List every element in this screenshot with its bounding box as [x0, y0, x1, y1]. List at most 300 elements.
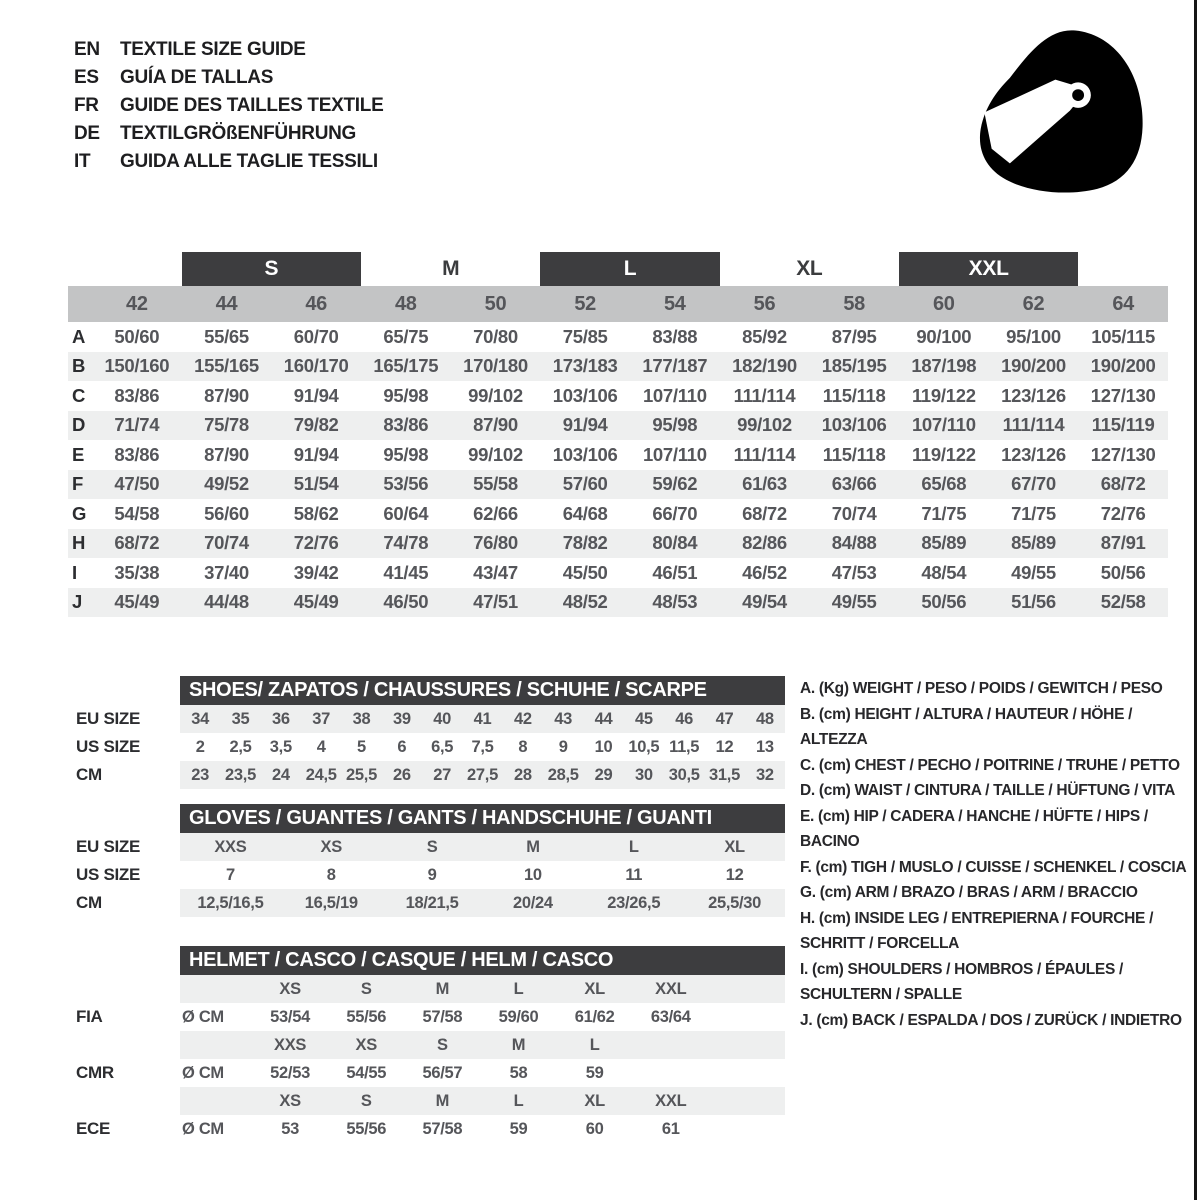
size-value: 190/200: [1090, 355, 1156, 377]
size-values: [180, 733, 785, 761]
measurement-row-b: [68, 352, 1168, 382]
size-value: 45/50: [562, 561, 608, 583]
row-label: B: [72, 355, 86, 377]
size-value: 105/115: [1091, 325, 1156, 347]
size-value: 51/54: [293, 473, 339, 495]
standard-label: CMR: [76, 1063, 114, 1082]
size-value: 46: [675, 709, 694, 728]
size-value: 61: [661, 1119, 680, 1138]
size-value: 50/56: [921, 591, 967, 613]
size-value: 55/56: [346, 1119, 387, 1138]
language-code: DE: [74, 123, 100, 144]
helmet-size-letter: S: [436, 1035, 448, 1054]
row-label: CM: [76, 765, 102, 784]
size-value: 99/102: [737, 414, 792, 436]
numeric-size: 52: [574, 292, 596, 315]
row-label: I: [72, 561, 77, 583]
size-value: 12: [715, 737, 734, 756]
legend-item: A. (Kg) WEIGHT / PESO / POIDS / GEWITCH / PESO: [800, 680, 1163, 697]
size-value: 91/94: [293, 443, 339, 465]
size-value: 58/62: [293, 502, 339, 524]
legend-item: E. (cm) HIP / CADERA / HANCHE / HÜFTE / HIPS / BACINO: [800, 807, 1148, 850]
size-value: 35: [231, 709, 250, 728]
page-edge-line: [1194, 0, 1197, 1200]
measurement-legend: [800, 676, 1192, 1033]
size-value: 115/118: [822, 384, 886, 406]
size-value: 75/78: [204, 414, 249, 436]
standard-label: FIA: [76, 1007, 103, 1026]
size-value: 42: [513, 709, 532, 728]
helmet-size-letter: M: [435, 979, 450, 998]
size-group-xl: XL: [796, 257, 823, 280]
language-row-de: [74, 120, 383, 148]
size-value: 115/119: [1091, 414, 1155, 436]
row-label: H: [72, 532, 86, 554]
size-value: 49/52: [204, 473, 249, 495]
size-value: 43/47: [473, 561, 518, 583]
size-value: 60/64: [383, 502, 429, 524]
size-value: 84/88: [831, 532, 877, 554]
size-value: 2: [195, 737, 205, 756]
size-value: 39/42: [293, 561, 339, 583]
size-values: [180, 833, 785, 861]
size-value: 47/51: [473, 591, 518, 613]
size-value: 9: [427, 865, 437, 884]
size-value: 56/57: [422, 1063, 463, 1082]
language-code: ES: [74, 67, 99, 88]
size-value: 56/60: [204, 502, 249, 524]
size-value: 76/80: [473, 532, 518, 554]
size-value: 70/74: [831, 502, 877, 524]
helmet-size-letter: S: [360, 979, 372, 998]
size-value: 11: [625, 865, 643, 884]
size-value: 25,5/30: [708, 893, 762, 912]
size-value: S: [426, 837, 438, 856]
size-value: 34: [191, 709, 210, 728]
gloves-size-table: [68, 804, 785, 917]
size-value: 13: [755, 737, 774, 756]
size-value: 61/62: [574, 1007, 615, 1026]
size-value: 49/55: [831, 591, 877, 613]
size-value: 45: [634, 709, 653, 728]
numeric-size: 48: [394, 292, 417, 315]
helmet-values-row-ece: [68, 1115, 785, 1143]
size-value: 59: [585, 1063, 604, 1082]
row-label: [68, 975, 180, 1003]
size-value: 23,5: [225, 765, 256, 784]
helmet-size-letters: [180, 1031, 785, 1059]
size-value: 4: [316, 737, 326, 756]
size-value: 70/74: [204, 532, 249, 554]
row-label: CM: [76, 893, 102, 912]
size-value: 18/21,5: [405, 893, 459, 912]
language-code: FR: [74, 95, 99, 116]
legend-item: D. (cm) WAIST / CINTURA / TAILLE / HÜFTUNG / VITA: [800, 782, 1176, 799]
helmet-size-table: [68, 946, 785, 1143]
numeric-size: 62: [1022, 292, 1045, 315]
size-value: 41: [473, 709, 492, 728]
size-value: 87/95: [831, 325, 877, 347]
size-value: 55/65: [204, 325, 249, 347]
measurement-row-i: [68, 558, 1168, 588]
size-value: 31,5: [709, 765, 740, 784]
size-row-cm: [68, 761, 785, 789]
size-value: 185/195: [821, 355, 887, 377]
size-value: 72/76: [1100, 502, 1146, 524]
size-value: 55/56: [346, 1007, 387, 1026]
size-value: 82/86: [742, 532, 787, 554]
size-value: 53: [281, 1119, 299, 1138]
helmet-values: [180, 1003, 785, 1031]
size-value: 80/84: [652, 532, 698, 554]
diameter-unit-label: Ø CM: [182, 1007, 224, 1026]
size-value: 57/60: [562, 473, 608, 495]
size-value: 49/54: [742, 591, 787, 613]
size-value: 48/52: [562, 591, 608, 613]
row-label: US SIZE: [76, 865, 141, 884]
size-value: 111/114: [733, 384, 796, 406]
size-value: 103/106: [821, 414, 887, 436]
size-value: XS: [320, 837, 342, 856]
measurement-row-d: [68, 411, 1168, 441]
size-value: 90/100: [916, 325, 972, 347]
row-label: E: [72, 443, 85, 465]
size-values: [180, 889, 785, 917]
size-value: 95/100: [1006, 325, 1061, 347]
size-value: 53/56: [383, 473, 429, 495]
size-value: 59: [509, 1119, 528, 1138]
size-value: 24,5: [305, 765, 337, 784]
size-value: 63/64: [650, 1007, 691, 1026]
size-value: 115/118: [822, 443, 886, 465]
size-value: 57/58: [422, 1119, 463, 1138]
size-value: 48/54: [921, 561, 967, 583]
helmet-size-letter: XXL: [655, 979, 687, 998]
measurement-row-h: [68, 529, 1168, 559]
numeric-size: 46: [305, 292, 327, 315]
size-value: 47/53: [831, 561, 877, 583]
size-value: 5: [357, 737, 366, 756]
helmet-size-letter: XS: [279, 1091, 301, 1110]
size-value: 64/68: [562, 502, 608, 524]
size-value: 75/85: [562, 325, 608, 347]
size-value: 46/50: [383, 591, 429, 613]
size-value: 170/180: [463, 355, 528, 377]
size-value: 107/110: [642, 443, 707, 465]
size-value: 85/89: [1011, 532, 1056, 554]
size-value: 45/49: [293, 591, 339, 613]
size-value: 78/82: [562, 532, 608, 554]
size-value: 12,5/16,5: [197, 893, 264, 912]
diameter-unit-label: Ø CM: [182, 1119, 224, 1138]
size-values: [180, 705, 785, 733]
helmet-size-letter: XL: [584, 1091, 605, 1110]
spacer: [68, 286, 92, 322]
helmet-size-letter: XXL: [655, 1091, 687, 1110]
size-value: 23/26,5: [607, 893, 661, 912]
size-value: XL: [724, 837, 745, 856]
size-value: 59/60: [498, 1007, 539, 1026]
size-value: 37/40: [204, 561, 249, 583]
row-label: [68, 1087, 180, 1115]
measurement-row-a: [68, 322, 1168, 352]
numeric-size: 56: [753, 292, 776, 315]
row-label: EU SIZE: [76, 709, 141, 728]
size-value: 16,5/19: [304, 893, 358, 912]
size-value: 37: [312, 709, 331, 728]
language-title: TEXTILGRÖßENFÜHRUNG: [120, 123, 357, 144]
size-value: 65/75: [383, 325, 429, 347]
row-label: EU SIZE: [76, 837, 141, 856]
size-value: 40: [433, 709, 452, 728]
size-value: 46/51: [652, 561, 698, 583]
size-value: 59/62: [652, 473, 698, 495]
language-row-it: [74, 148, 383, 176]
size-value: 60: [585, 1119, 604, 1138]
size-value: 27,5: [467, 765, 498, 784]
shoes-section-title: SHOES/ ZAPATOS / CHAUSSURES / SCHUHE / SCARPE: [180, 676, 785, 705]
size-value: 38: [352, 709, 371, 728]
size-value: 24: [271, 765, 290, 784]
racing-helmet-icon: [968, 24, 1150, 199]
size-value: 58: [509, 1063, 528, 1082]
size-value: 70/80: [473, 325, 518, 347]
size-value: 111/114: [1002, 414, 1065, 436]
size-value: 23: [191, 765, 210, 784]
size-value: 47/50: [114, 473, 160, 495]
size-value: 9: [558, 737, 568, 756]
size-value: 71/75: [921, 502, 967, 524]
helmet-sizes-row-ece: [68, 1087, 785, 1115]
legend-item: J. (cm) BACK / ESPALDA / DOS / ZURÜCK / INDIETRO: [800, 1011, 1182, 1029]
textile-size-table: [68, 252, 1168, 617]
helmet-values-row-cmr: [68, 1059, 785, 1087]
numeric-size-row: [68, 286, 1168, 322]
row-label: J: [72, 591, 82, 613]
gloves-section-title: GLOVES / GUANTES / GANTS / HANDSCHUHE / GUANTI: [180, 804, 785, 833]
language-title: GUIDA ALLE TAGLIE TESSILI: [120, 151, 378, 172]
legend-item: B. (cm) HEIGHT / ALTURA / HAUTEUR / HÖHE / ALTEZZA: [800, 705, 1133, 748]
size-value: 3,5: [269, 737, 292, 756]
size-value: 87/90: [204, 443, 249, 465]
size-value: 107/110: [911, 414, 976, 436]
size-value: 127/130: [1090, 384, 1156, 406]
legend-item: H. (cm) INSIDE LEG / ENTREPIERNA / FOURCHE / SCHRITT / FORCELLA: [800, 909, 1154, 952]
helmet-values: [180, 1059, 785, 1087]
measurement-row-g: [68, 499, 1168, 529]
size-value: 83/86: [383, 414, 429, 436]
numeric-size: 64: [1112, 292, 1134, 315]
size-value: 52/53: [270, 1063, 310, 1082]
helmet-section-title: HELMET / CASCO / CASQUE / HELM / CASCO: [180, 946, 785, 975]
size-value: 10,5: [628, 737, 660, 756]
size-group-xxl: XXL: [899, 252, 1078, 286]
size-value: 95/98: [652, 414, 698, 436]
size-value: 99/102: [468, 443, 523, 465]
size-value: 20/24: [513, 893, 553, 912]
size-value: 26: [392, 765, 411, 784]
size-value: 182/190: [732, 355, 797, 377]
size-value: 6,5: [431, 737, 454, 756]
size-value: 7,5: [471, 737, 494, 756]
size-value: 47: [715, 709, 734, 728]
size-value: 99/102: [468, 384, 523, 406]
helmet-size-letter: XL: [584, 979, 605, 998]
size-value: 87/91: [1100, 532, 1146, 554]
size-value: 54/55: [346, 1063, 387, 1082]
size-row-cm: [68, 889, 785, 917]
helmet-values-row-fia: [68, 1003, 785, 1031]
helmet-size-letter: M: [435, 1091, 450, 1110]
standard-label: ECE: [76, 1119, 111, 1138]
size-value: 35/38: [114, 561, 160, 583]
size-value: 87/90: [473, 414, 518, 436]
size-value: 160/170: [283, 355, 349, 377]
size-value: 50/60: [114, 325, 160, 347]
size-value: 53/54: [270, 1007, 310, 1026]
size-value: 57/58: [422, 1007, 463, 1026]
size-value: 32: [755, 765, 774, 784]
size-value: 66/70: [652, 502, 698, 524]
helmet-size-letter: S: [360, 1091, 372, 1110]
size-value: 123/126: [1001, 384, 1066, 406]
size-value: 27: [433, 765, 452, 784]
size-value: 28,5: [547, 765, 579, 784]
size-value: 74/78: [383, 532, 429, 554]
measurement-rows: [68, 322, 1168, 617]
size-value: 127/130: [1090, 443, 1156, 465]
diameter-unit-label: Ø CM: [182, 1063, 224, 1082]
size-group-m: M: [442, 257, 460, 280]
size-value: 150/160: [104, 355, 170, 377]
size-value: 71/75: [1011, 502, 1056, 524]
size-value: 165/175: [373, 355, 439, 377]
size-group-header-row: [68, 252, 1168, 286]
size-value: 68/72: [114, 532, 160, 554]
size-value: XXS: [214, 837, 247, 856]
numeric-size: 42: [126, 292, 148, 315]
size-value: 103/106: [552, 443, 618, 465]
size-value: 44/48: [204, 591, 249, 613]
size-value: 43: [554, 709, 573, 728]
legend-item: C. (cm) CHEST / PECHO / POITRINE / TRUHE / PETTO: [800, 756, 1180, 774]
size-value: 68/72: [742, 502, 787, 524]
size-row-eu-size: [68, 833, 785, 861]
size-value: 95/98: [383, 443, 429, 465]
size-value: 10: [594, 737, 613, 756]
size-value: 2,5: [229, 737, 252, 756]
size-value: 83/86: [114, 443, 160, 465]
size-value: 103/106: [552, 384, 618, 406]
size-value: 65/68: [921, 473, 967, 495]
size-value: 45/49: [114, 591, 160, 613]
gloves-rows: [68, 833, 785, 917]
numeric-size: 44: [215, 292, 238, 315]
size-value: 83/86: [114, 384, 160, 406]
legend-item: F. (cm) TIGH / MUSLO / CUISSE / SCHENKEL / COSCIA: [800, 858, 1187, 876]
size-value: 63/66: [831, 473, 877, 495]
size-values: [180, 861, 785, 889]
numeric-size: 58: [843, 292, 865, 315]
size-value: M: [526, 837, 540, 856]
size-value: 49/55: [1011, 561, 1056, 583]
size-value: 55/58: [473, 473, 518, 495]
size-row-us-size: [68, 861, 785, 889]
numeric-size: 50: [484, 292, 507, 315]
helmet-size-letter: L: [513, 1091, 524, 1110]
size-value: 46/52: [742, 561, 787, 583]
size-value: 107/110: [642, 384, 707, 406]
size-value: 123/126: [1001, 443, 1066, 465]
helmet-size-letter: L: [589, 1035, 600, 1054]
legend-item: I. (cm) SHOULDERS / HOMBROS / ÉPAULES / SCHULTERN / SPALLE: [800, 960, 1124, 1003]
size-value: 48: [755, 709, 774, 728]
size-row-eu-size: [68, 705, 785, 733]
size-value: 11,5: [669, 737, 700, 756]
row-label: C: [72, 384, 86, 406]
shoes-size-table: [68, 676, 785, 789]
helmet-rows: [68, 975, 785, 1143]
row-label: F: [72, 473, 84, 495]
measurement-row-j: [68, 588, 1168, 618]
size-value: 87/90: [204, 384, 249, 406]
size-value: 111/114: [733, 443, 796, 465]
legend-item: G. (cm) ARM / BRAZO / BRAS / ARM / BRACCIO: [800, 884, 1138, 901]
size-value: 62/66: [473, 502, 518, 524]
size-value: 29: [594, 765, 613, 784]
size-value: 39: [392, 709, 411, 728]
numeric-size: 60: [932, 292, 955, 315]
helmet-size-letters: [180, 975, 785, 1003]
row-label: [68, 1031, 180, 1059]
size-value: 54/58: [114, 502, 160, 524]
size-value: 8: [518, 737, 528, 756]
helmet-values: [180, 1115, 785, 1143]
size-value: 85/89: [921, 532, 967, 554]
size-value: 119/122: [911, 443, 976, 465]
size-value: 36: [271, 709, 290, 728]
measurement-row-f: [68, 470, 1168, 500]
helmet-size-letter: XS: [355, 1035, 377, 1054]
size-value: 28: [513, 765, 532, 784]
size-value: 71/74: [114, 414, 160, 436]
language-row-fr: [74, 92, 383, 120]
size-value: 95/98: [383, 384, 429, 406]
size-value: 50/56: [1100, 561, 1146, 583]
size-value: 10: [524, 865, 542, 884]
row-label: D: [72, 414, 86, 436]
size-value: 79/82: [293, 414, 339, 436]
helmet-size-letter: XS: [279, 979, 301, 998]
size-value: 119/122: [911, 384, 976, 406]
size-value: 155/165: [194, 355, 259, 377]
size-value: 68/72: [1100, 473, 1146, 495]
size-group-l: L: [540, 252, 719, 286]
size-value: 30,5: [668, 765, 700, 784]
size-value: 91/94: [293, 384, 339, 406]
size-value: 51/56: [1011, 591, 1056, 613]
size-value: 44: [594, 709, 613, 728]
size-value: 177/187: [642, 355, 708, 377]
measurement-row-e: [68, 440, 1168, 470]
row-label: G: [72, 502, 87, 524]
shoes-rows: [68, 705, 785, 789]
language-title: GUÍA DE TALLAS: [120, 67, 274, 88]
measurement-row-c: [68, 381, 1168, 411]
helmet-sizes-row-cmr: [68, 1031, 785, 1059]
language-title-list: [74, 36, 383, 176]
helmet-size-letter: XXS: [274, 1035, 307, 1054]
